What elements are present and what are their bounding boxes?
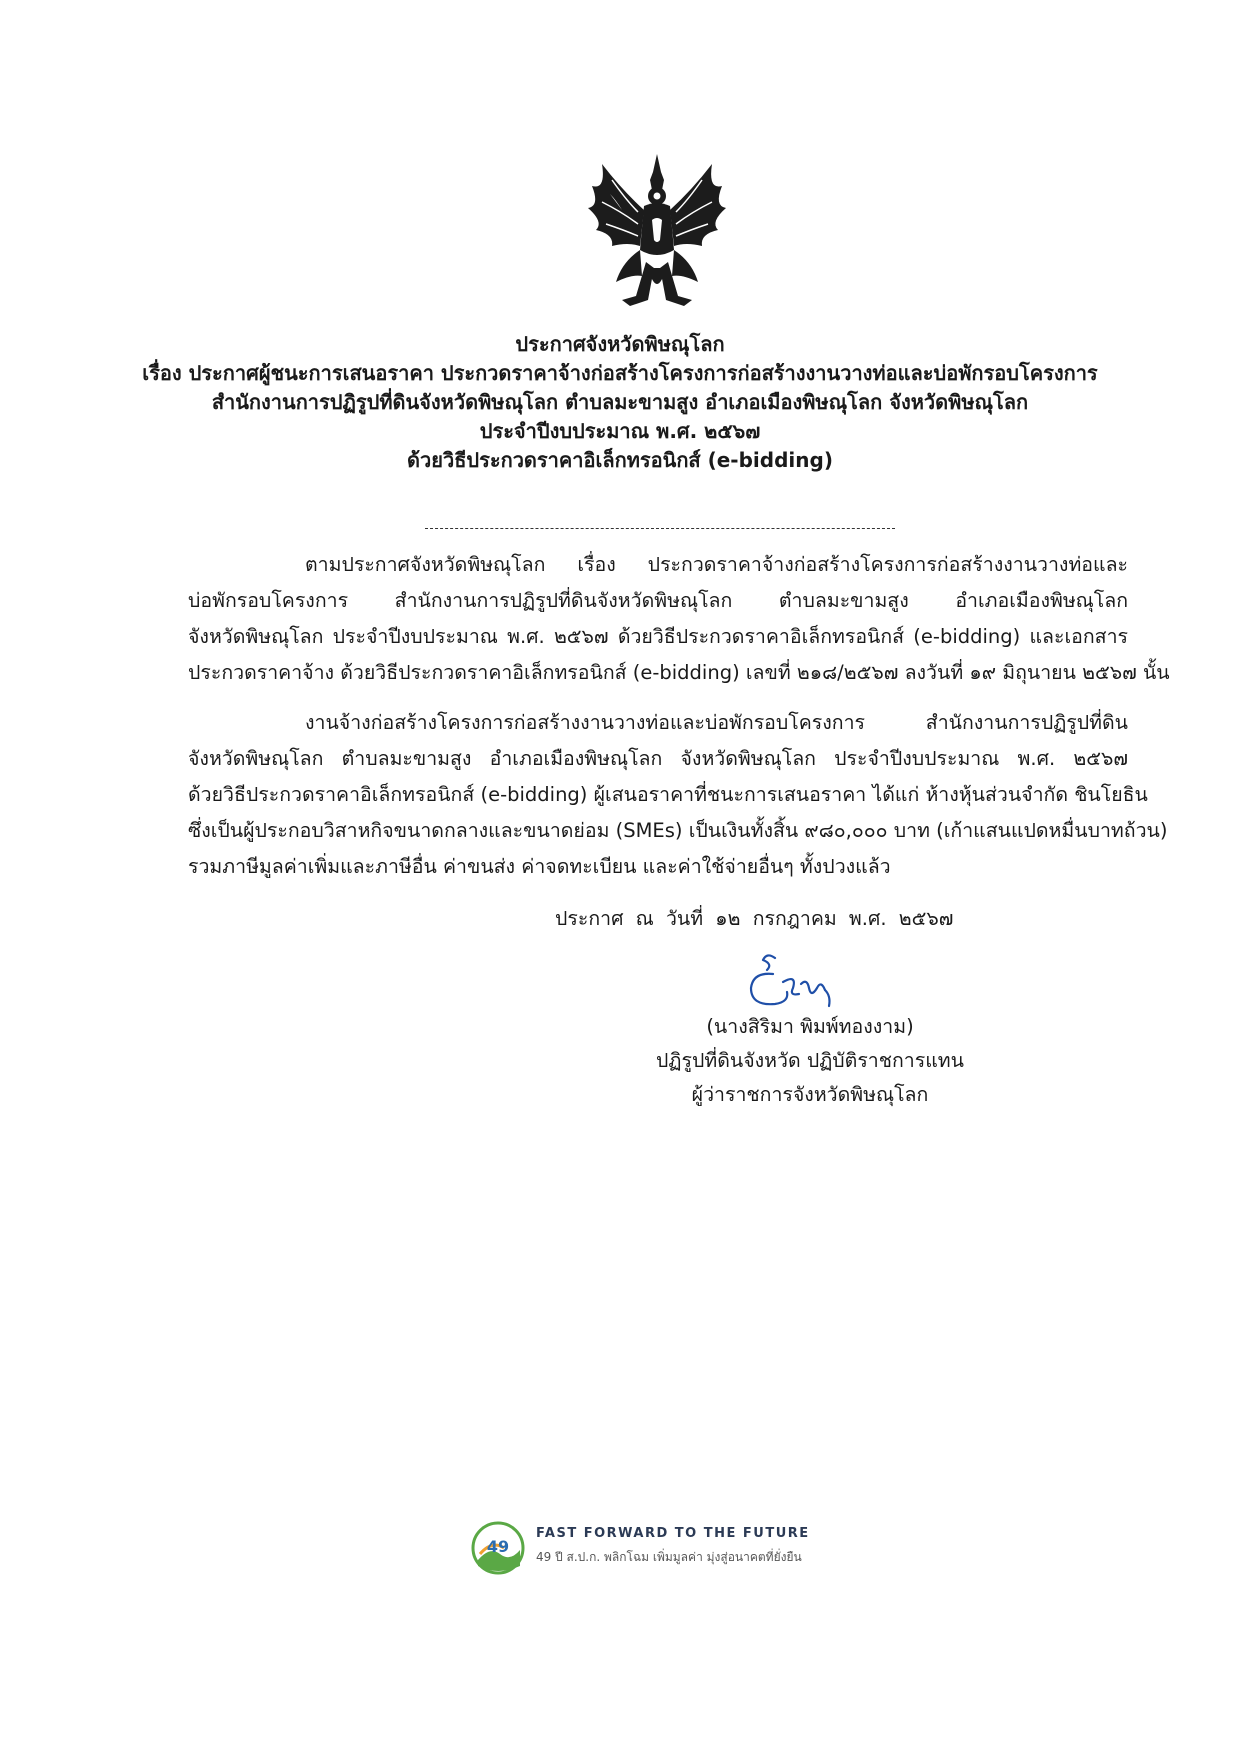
signatory-position-2: ผู้ว่าราชการจังหวัดพิษณุโลก	[691, 1083, 929, 1106]
subject-line-2: สำนักงานการปฏิรูปที่ดินจังหวัดพิษณุโลก ตำบลมะขามสูง อำเภอเมืองพิษณุโลก จังหวัดพิษณุโลก	[211, 390, 1029, 414]
paragraph-2-line-1: งานจ้างก่อสร้างโครงการก่อสร้างงานวางท่อและบ่อพักรอบโครงการ สำนักงานการปฏิรูปที่ดิน	[305, 711, 1128, 734]
footer-banner	[470, 1520, 830, 1580]
paragraph-1-line-3: จังหวัดพิษณุโลก ประจำปีงบประมาณ พ.ศ. ๒๕๖๗ ด้วยวิธีประกวดราคาอิเล็กทรอนิกส์ (e-bidding) และเอกสาร	[188, 625, 1128, 648]
paragraph-1-line-4: ประกวดราคาจ้าง ด้วยวิธีประกวดราคาอิเล็กทรอนิกส์ (e-bidding) เลขที่ ๒๑๘/๒๕๖๗ ลงวันที่ ๑๙ มิถุนายน ๒๕๖๗ นั้น	[188, 661, 1170, 684]
footer-title: FAST FORWARD TO THE FUTURE	[536, 1526, 810, 1541]
paragraph-2-line-5: รวมภาษีมูลค่าเพิ่มและภาษีอื่น ค่าขนส่ง ค่าจดทะเบียน และค่าใช้จ่ายอื่นๆ ทั้งปวงแล้ว	[188, 855, 891, 878]
signatory-block	[600, 1010, 1020, 1112]
paragraph-2-line-4: ซึ่งเป็นผู้ประกอบวิสาหกิจขนาดกลางและขนาดย่อม (SMEs) เป็นเงินทั้งสิ้น ๙๘๐,๐๐๐ บาท (เก้าแสนแปดหมื่นบาทถ้วน)	[188, 819, 1168, 842]
subject-line-4: ด้วยวิธีประกวดราคาอิเล็กทรอนิกส์ (e-bidding)	[407, 448, 833, 472]
footer-logo-number: 49	[486, 1537, 510, 1556]
document-title: ประกาศจังหวัดพิษณุโลก	[515, 332, 725, 356]
signatory-position-1: ปฏิรูปที่ดินจังหวัด ปฏิบัติราชการแทน	[656, 1049, 964, 1072]
subject-line-3: ประจำปีงบประมาณ พ.ศ. ๒๕๖๗	[479, 419, 761, 443]
header-divider	[425, 528, 895, 529]
signatory-name: (นางสิริมา พิมพ์ทองงาม)	[706, 1015, 914, 1038]
garuda-emblem-icon	[582, 150, 732, 312]
paragraph-1-line-2: บ่อพักรอบโครงการ สำนักงานการปฏิรูปที่ดินจังหวัดพิษณุโลก ตำบลมะขามสูง อำเภอเมืองพิษณุโลก	[188, 589, 1128, 612]
paragraph-1-line-1: ตามประกาศจังหวัดพิษณุโลก เรื่อง ประกวดราคาจ้างก่อสร้างโครงการก่อสร้างงานวางท่อและ	[305, 553, 1128, 576]
paragraph-2-line-2: จังหวัดพิษณุโลก ตำบลมะขามสูง อำเภอเมืองพิษณุโลก จังหวัดพิษณุโลก ประจำปีงบประมาณ พ.ศ. ๒๕๖๗	[188, 747, 1128, 770]
paragraph-2-line-3: ด้วยวิธีประกวดราคาอิเล็กทรอนิกส์ (e-bidding) ผู้เสนอราคาที่ชนะการเสนอราคา ได้แก่ ห้างหุ้นส่วนจำกัด ชินโยธิน	[188, 783, 1148, 806]
anniversary-49-logo-icon	[470, 1520, 526, 1576]
document-header	[120, 330, 1120, 475]
handwritten-signature	[745, 948, 865, 1018]
subject-line-1: เรื่อง ประกาศผู้ชนะการเสนอราคา ประกวดราคาจ้างก่อสร้างโครงการก่อสร้างงานวางท่อและบ่อพักรอบโครงการ	[142, 361, 1098, 385]
announcement-date: ประกาศ ณ วันที่ ๑๒ กรกฎาคม พ.ศ. ๒๕๖๗	[555, 907, 954, 930]
footer-subtitle: 49 ปี ส.ป.ก. พลิกโฉม เพิ่มมูลค่า มุ่งสู่อนาคตที่ยั่งยืน	[536, 1550, 802, 1564]
